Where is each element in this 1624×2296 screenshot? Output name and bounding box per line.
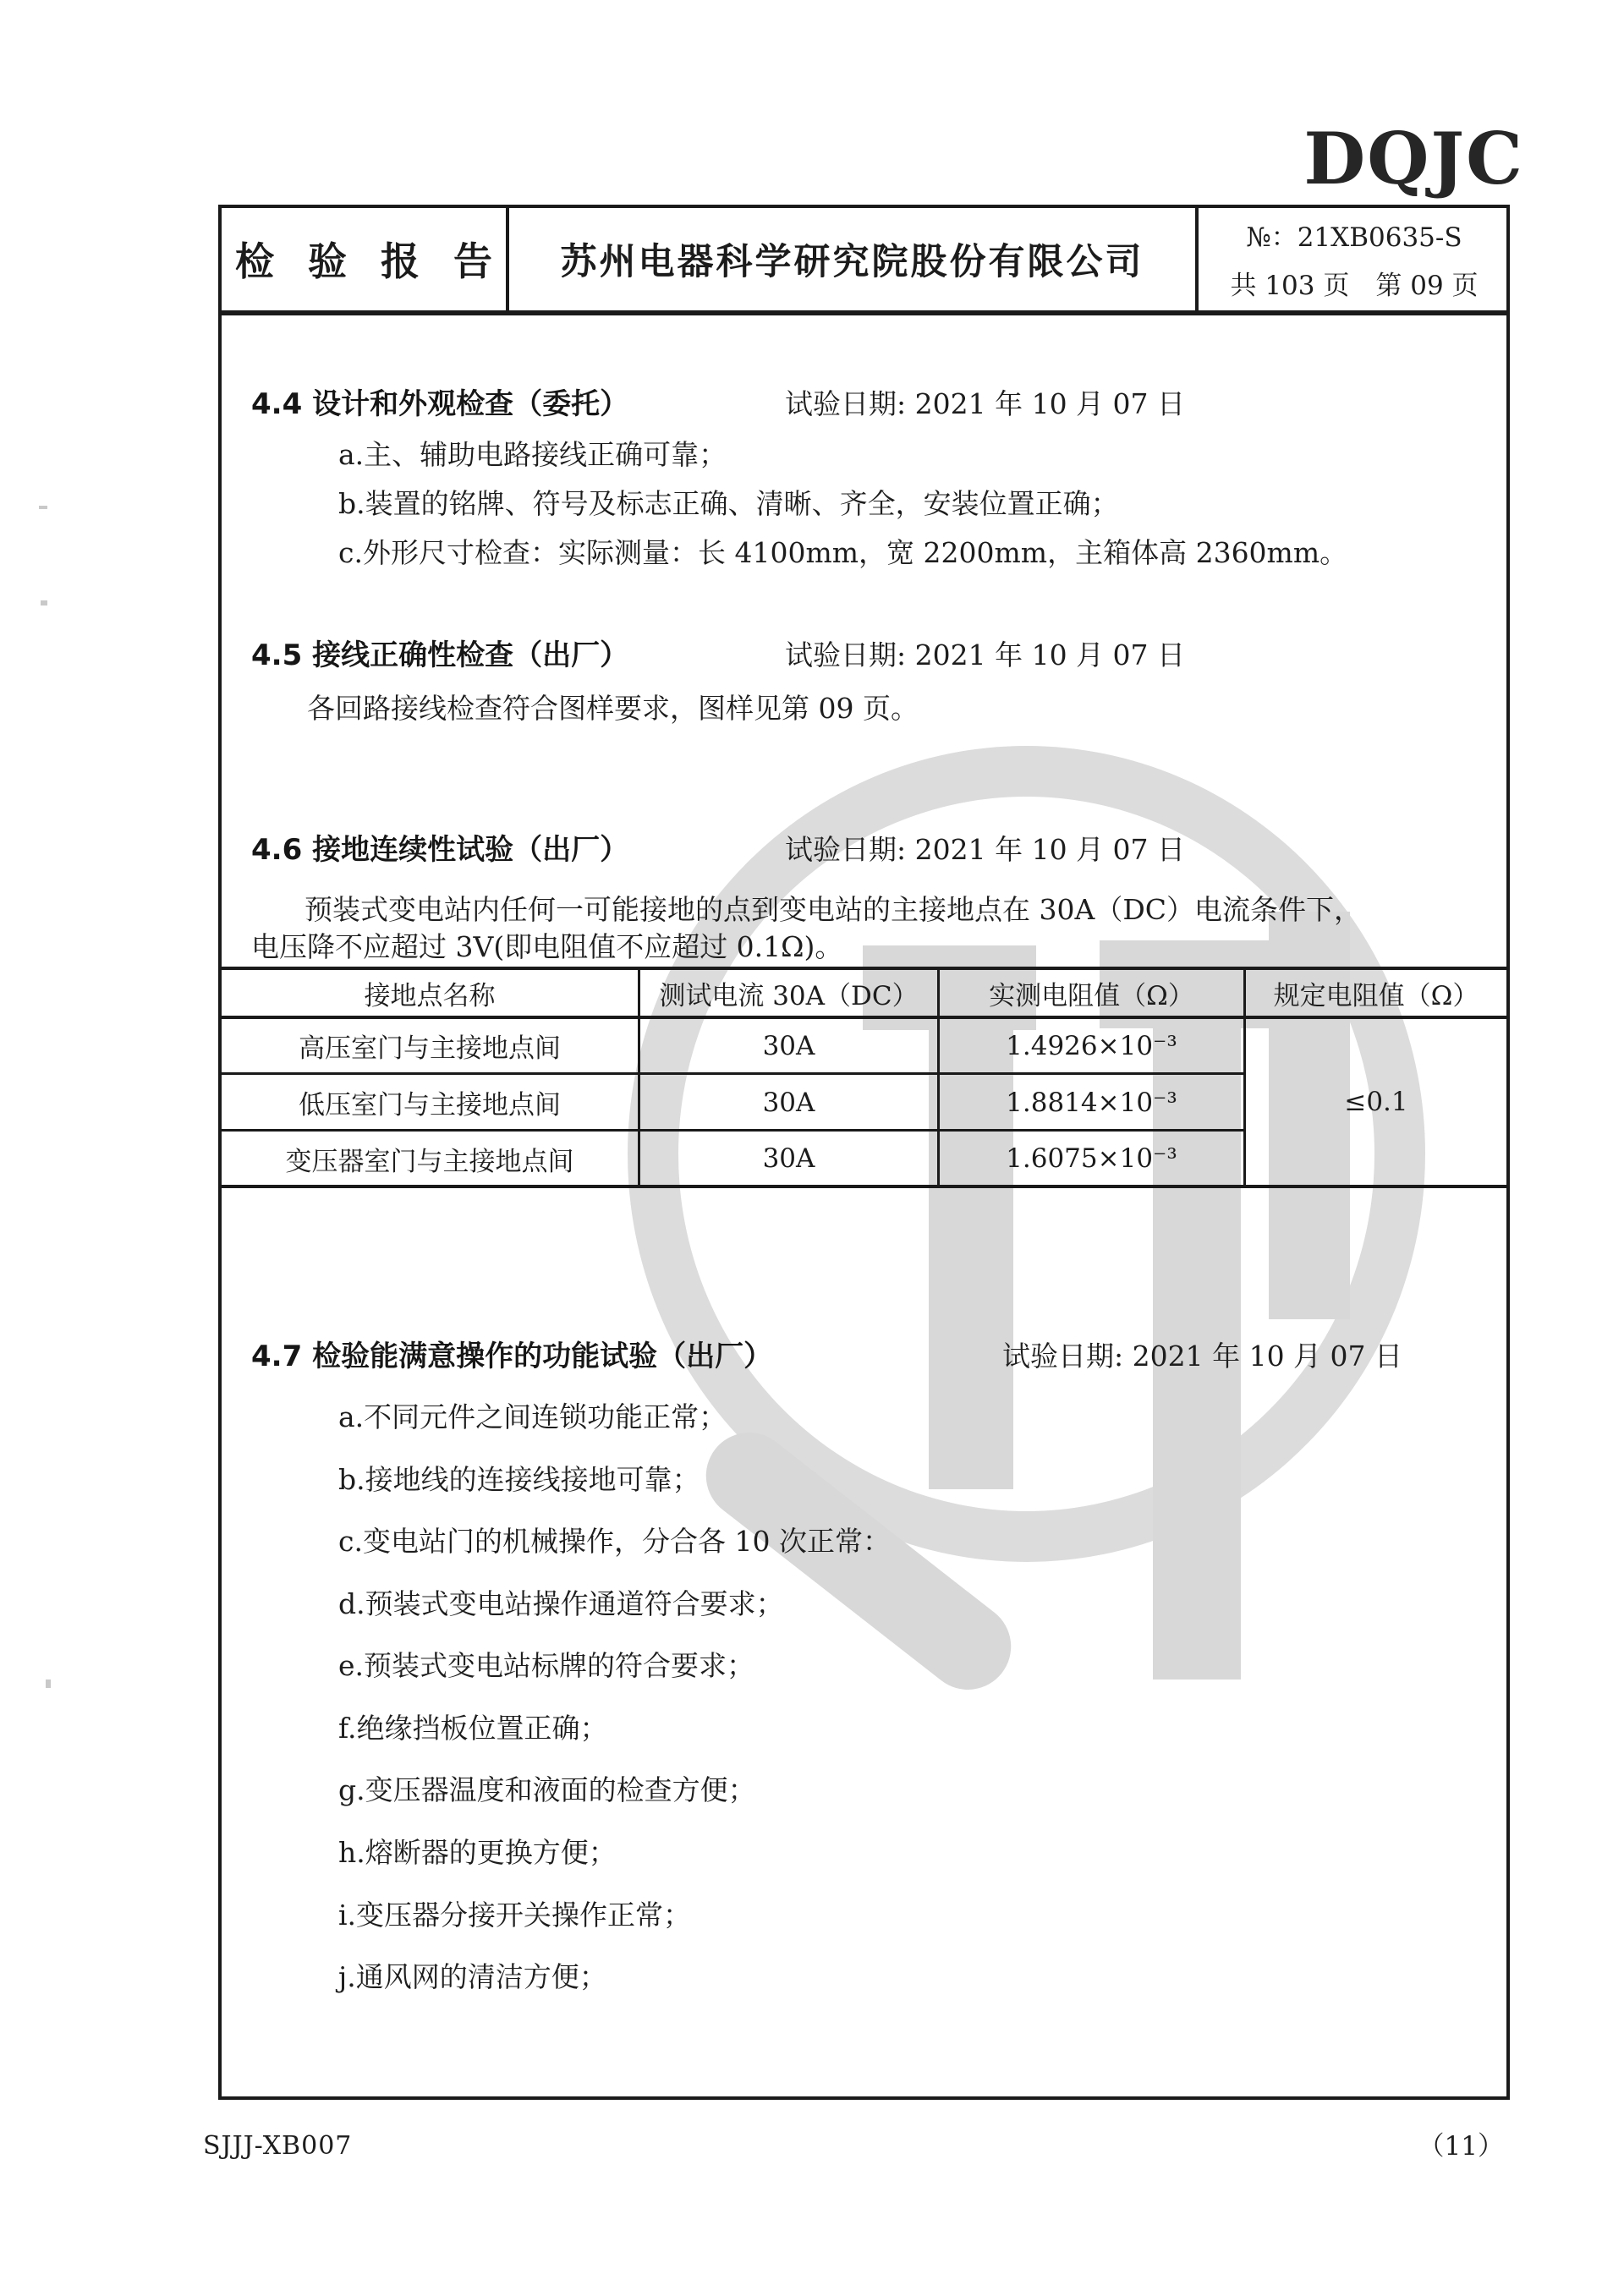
page-count: 共 103 页 第 09 页 (1230, 270, 1479, 301)
table-cell: 30A (762, 1087, 815, 1118)
grounding-table (218, 967, 1510, 1188)
table-header-cell: 测试电流 30A（DC） (659, 980, 919, 1011)
table-cell: 变压器室门与主接地点间 (285, 1146, 574, 1177)
list-item: h.熔断器的更换方便； (338, 1836, 617, 1869)
table-cell: 低压室门与主接地点间 (299, 1090, 561, 1121)
table-header-cell: 规定电阻值（Ω） (1273, 980, 1479, 1011)
list-item: c.变电站门的机械操作，分合各 10 次正常： (338, 1525, 891, 1558)
list-item: a.不同元件之间连锁功能正常； (338, 1400, 727, 1433)
list-item: d.预装式变电站操作通道符合要求； (338, 1587, 784, 1620)
scan-artifact (41, 600, 47, 606)
scan-artifact (39, 506, 47, 509)
dqjc-logo: DQJC (1303, 117, 1524, 200)
section-4-5-body: 各回路接线检查符合图样要求，图样见第 09 页。 (307, 692, 919, 725)
report-title: 检 验 报 告 (234, 238, 503, 284)
table-spec-cell: ≤0.1 (1344, 1087, 1408, 1117)
list-item: a.主、辅助电路接线正确可靠； (338, 438, 727, 471)
company-name: 苏州电器科学研究院股份有限公司 (560, 240, 1144, 283)
table-cell: 1.4926×10⁻³ (1006, 1030, 1177, 1061)
section-4-5-date: 试验日期: 2021 年 10 月 07 日 (785, 638, 1186, 671)
section-4-4-title: 4.4 设计和外观检查（委托） (251, 387, 629, 421)
table-header-cell: 实测电阻值（Ω） (989, 980, 1194, 1011)
table-cell: 30A (762, 1143, 815, 1174)
list-item: f.绝缘挡板位置正确； (338, 1712, 608, 1745)
scan-artifact (46, 1680, 51, 1688)
footer-doc-code: SJJJ-XB007 (203, 2131, 353, 2161)
list-item: j.通风网的清洁方便； (338, 1960, 607, 1993)
list-item: b.接地线的连接线接地可靠； (338, 1463, 700, 1496)
table-cell: 1.8814×10⁻³ (1006, 1087, 1177, 1118)
list-item: c.外形尺寸检查：实际测量：长 4100mm，宽 2200mm，主箱体高 2360mm。 (338, 536, 1348, 569)
list-item: e.预装式变电站标牌的符合要求； (338, 1649, 755, 1682)
table-cell: 30A (762, 1030, 815, 1061)
table-cell: 1.6075×10⁻³ (1006, 1143, 1177, 1174)
table-row-divider (222, 1072, 1243, 1075)
list-item: b.装置的铭牌、符号及标志正确、清晰、齐全，安装位置正确； (338, 487, 1119, 520)
section-4-7-date: 试验日期: 2021 年 10 月 07 日 (1002, 1340, 1403, 1373)
table-cell: 高压室门与主接地点间 (299, 1033, 561, 1064)
section-4-6-date: 试验日期: 2021 年 10 月 07 日 (785, 833, 1186, 866)
footer-page-number: （11） (1418, 2131, 1504, 2162)
section-4-6-paragraph-line1: 预装式变电站内任何一可能接地的点到变电站的主接地点在 30A（DC）电流条件下， (304, 893, 1363, 926)
list-item: g.变压器温度和液面的检查方便； (338, 1773, 756, 1806)
section-4-6-paragraph-line2: 电压降不应超过 3V(即电阻值不应超过 0.1Ω)。 (251, 930, 843, 963)
section-4-4-date: 试验日期: 2021 年 10 月 07 日 (785, 387, 1186, 420)
list-item: i.变压器分接开关操作正常； (338, 1899, 692, 1932)
report-number: №：21XB0635-S (1246, 222, 1462, 253)
section-4-6-title: 4.6 接地连续性试验（出厂） (251, 833, 629, 867)
section-4-7-title: 4.7 检验能满意操作的功能试验（出厂） (251, 1340, 773, 1373)
table-header-cell: 接地点名称 (364, 980, 496, 1011)
table-row-divider (222, 1129, 1243, 1132)
section-4-5-title: 4.5 接线正确性检查（出厂） (251, 638, 629, 672)
